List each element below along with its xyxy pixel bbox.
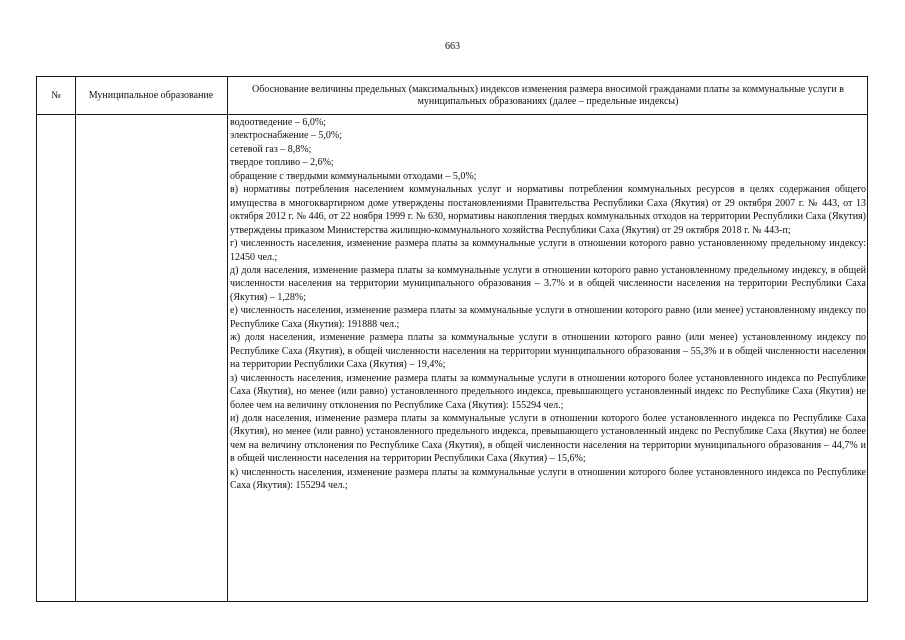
list-item: г) численность населения, изменение размера платы за коммунальные услуги в отношении которого равно установленному предельному индексу: 12450 чел.; [230,238,866,263]
header-divider [37,114,867,115]
column-divider [227,77,228,601]
column-divider [75,77,76,601]
document-table [36,76,868,602]
header-municipality: Муниципальное образование [88,89,214,101]
list-item: в) нормативы потребления населением коммунальных услуг и нормативы потребления коммунальных ресурсов в целях содержания общего имущества в многоквартирном доме утверждены постановлениями Правительства Республики Саха (Якутия) от 29 октября 2007 г. № 443, от 13 октября 2012 г. № 446, от 22 ноября 1999 г. № 630, нормативы накопления твердых коммунальных отходов на территории Республики Саха (Якутия) утверждены приказом Министерства жилищно-коммунального хозяйства Республики Саха (Якутия) от 29 октября 2018 г. № 443-п; [230,184,866,236]
header-number: № [51,89,61,101]
list-item: з) численность населения, изменение размера платы за коммунальные услуги в отношении которого более установленного индекса по Республике Саха (Якутия), но менее (или равно) установленного предельного индекса, превышающего установленный индекс по Республике Саха (Якутия) не более чем на величину отклонения по Республике Саха (Якутия): 155294 чел.; [230,372,866,411]
list-item: сетевой газ – 8,8%; [230,143,312,155]
list-item: д) доля населения, изменение размера платы за коммунальные услуги в отношении которого равно установленному предельному индексу, в общей численности населения на территории муниципального образования – 3.7% и в общей численности населения на территории Республики Саха (Якутия) – 1,28%; [230,264,866,303]
header-justification: Обоснование величины предельных (максимальных) индексов изменения размера вносимой гражданами платы за коммунальные услуги в муниципальных образованиях (далее – предельные индексы) [252,83,844,107]
list-item: и) доля населения, изменение размера платы за коммунальные услуги в отношении которого более установленного индекса по Республике Саха (Якутия), но менее (или равно) установленного предельного индекса, превышающего установленный индекс по Республике Саха (Якутия) не более чем на величину отклонения по Республике Саха (Якутия), в общей численности населения на территории муниципального образования – 44,7% и в общей численности населения на территории Республики Саха (Якутия) – 15,6%; [230,412,866,465]
list-item: твердое топливо – 2,6%; [230,157,334,169]
justification-cell [230,116,866,493]
page-number: 663 [445,41,460,52]
list-item: электроснабжение – 5,0%; [230,130,343,142]
list-item: обращение с твердыми коммунальными отходами – 5,0%; [230,170,477,182]
list-item: е) численность населения, изменение размера платы за коммунальные услуги в отношении которого равно (или менее) установленному индексу по Республике Саха (Якутия): 191888 чел.; [230,305,866,330]
list-item: водоотведение – 6,0%; [230,117,326,128]
list-item: ж) доля населения, изменение размера платы за коммунальные услуги в отношении которого равно (или менее) установленному индексу по Республике Саха (Якутия), в общей численности населения на территории муниципального образования – 55,3% и в общей численности населения на территории Республики Саха (Якутия) – 19,4%; [230,332,866,371]
list-item: к) численность населения, изменение размера платы за коммунальные услуги в отношении которого более установленного индекса по Республике Саха (Якутия): 155294 чел.; [230,466,866,492]
